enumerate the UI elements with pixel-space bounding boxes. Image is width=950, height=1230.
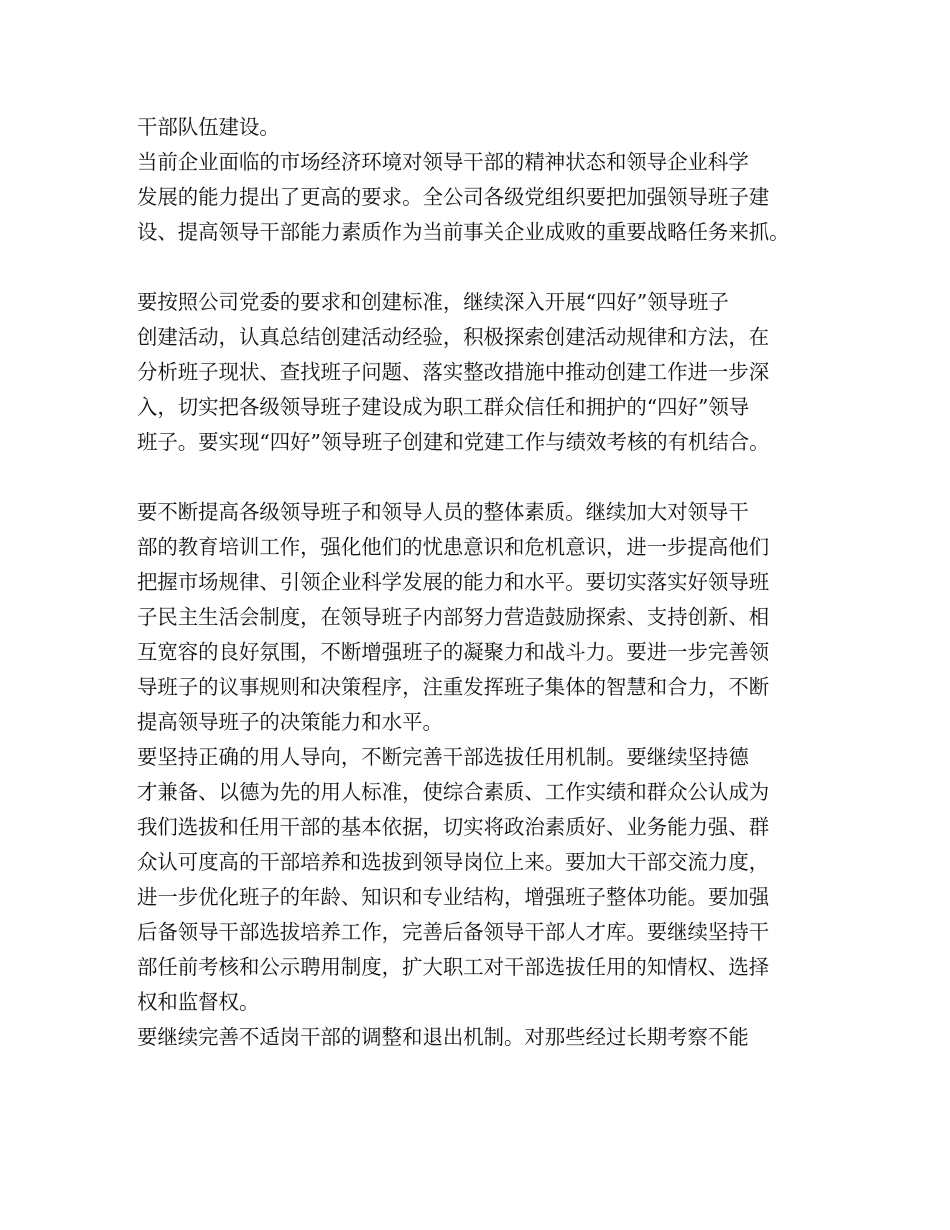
text-line: 干部队伍建设。 <box>137 115 280 139</box>
text-line: 设、提高领导干部能力素质作为当前事关企业成败的重要战略任务来抓。 <box>137 220 790 244</box>
text-line: 把握市场规律、引领企业科学发展的能力和水平。要切实落实好领导班 <box>137 570 770 594</box>
text-line: 创建活动，认真总结创建活动经验，积极探索创建活动规律和方法，在 <box>137 325 770 349</box>
text-line: 分析班子现状、查找班子问题、落实整改措施中推动创建工作进一步深 <box>137 360 770 384</box>
text-line: 入，切实把各级领导班子建设成为职工群众信任和拥护的“四好”领导 <box>137 395 750 419</box>
text-line: 子民主生活会制度，在领导班子内部努力营造鼓励探索、支持创新、相 <box>137 605 770 629</box>
text-line: 要不断提高各级领导班子和领导人员的整体素质。继续加大对领导干 <box>137 500 749 524</box>
text-line: 后备领导干部选拔培养工作，完善后备领导干部人才库。要继续坚持干 <box>137 920 770 944</box>
text-line: 当前企业面临的市场经济环境对领导干部的精神状态和领导企业科学 <box>137 150 749 174</box>
paragraph-gap <box>137 460 837 495</box>
text-line: 互宽容的良好氛围，不断增强班子的凝聚力和战斗力。要进一步完善领 <box>137 640 770 664</box>
text-line: 部任前考核和公示聘用制度，扩大职工对干部选拔任用的知情权、选择 <box>137 955 770 979</box>
document-body <box>137 110 837 1055</box>
text-line: 权和监督权。 <box>137 990 260 1014</box>
text-line: 众认可度高的干部培养和选拔到领导岗位上来。要加大干部交流力度， <box>137 850 770 874</box>
text-line: 发展的能力提出了更高的要求。全公司各级党组织要把加强领导班子建 <box>137 185 770 209</box>
text-line: 要按照公司党委的要求和创建标准，继续深入开展“四好”领导班子 <box>137 290 729 314</box>
text-line: 导班子的议事规则和决策程序，注重发挥班子集体的智慧和合力，不断 <box>137 675 770 699</box>
paragraph-gap <box>137 250 837 285</box>
text-line: 提高领导班子的决策能力和水平。 <box>137 710 443 734</box>
text-line: 才兼备、以德为先的用人标准，使综合素质、工作实绩和群众公认成为 <box>137 780 770 804</box>
text-line: 我们选拔和任用干部的基本依据，切实将政治素质好、业务能力强、群 <box>137 815 770 839</box>
text-line: 部的教育培训工作，强化他们的忧患意识和危机意识，进一步提高他们 <box>137 535 770 559</box>
text-line: 进一步优化班子的年龄、知识和专业结构，增强班子整体功能。要加强 <box>137 885 770 909</box>
text-line: 班子。要实现“四好”领导班子创建和党建工作与绩效考核的有机结合。 <box>137 430 770 454</box>
text-line: 要坚持正确的用人导向，不断完善干部选拔任用机制。要继续坚持德 <box>137 745 749 769</box>
text-line: 要继续完善不适岗干部的调整和退出机制。对那些经过长期考察不能 <box>137 1025 749 1049</box>
